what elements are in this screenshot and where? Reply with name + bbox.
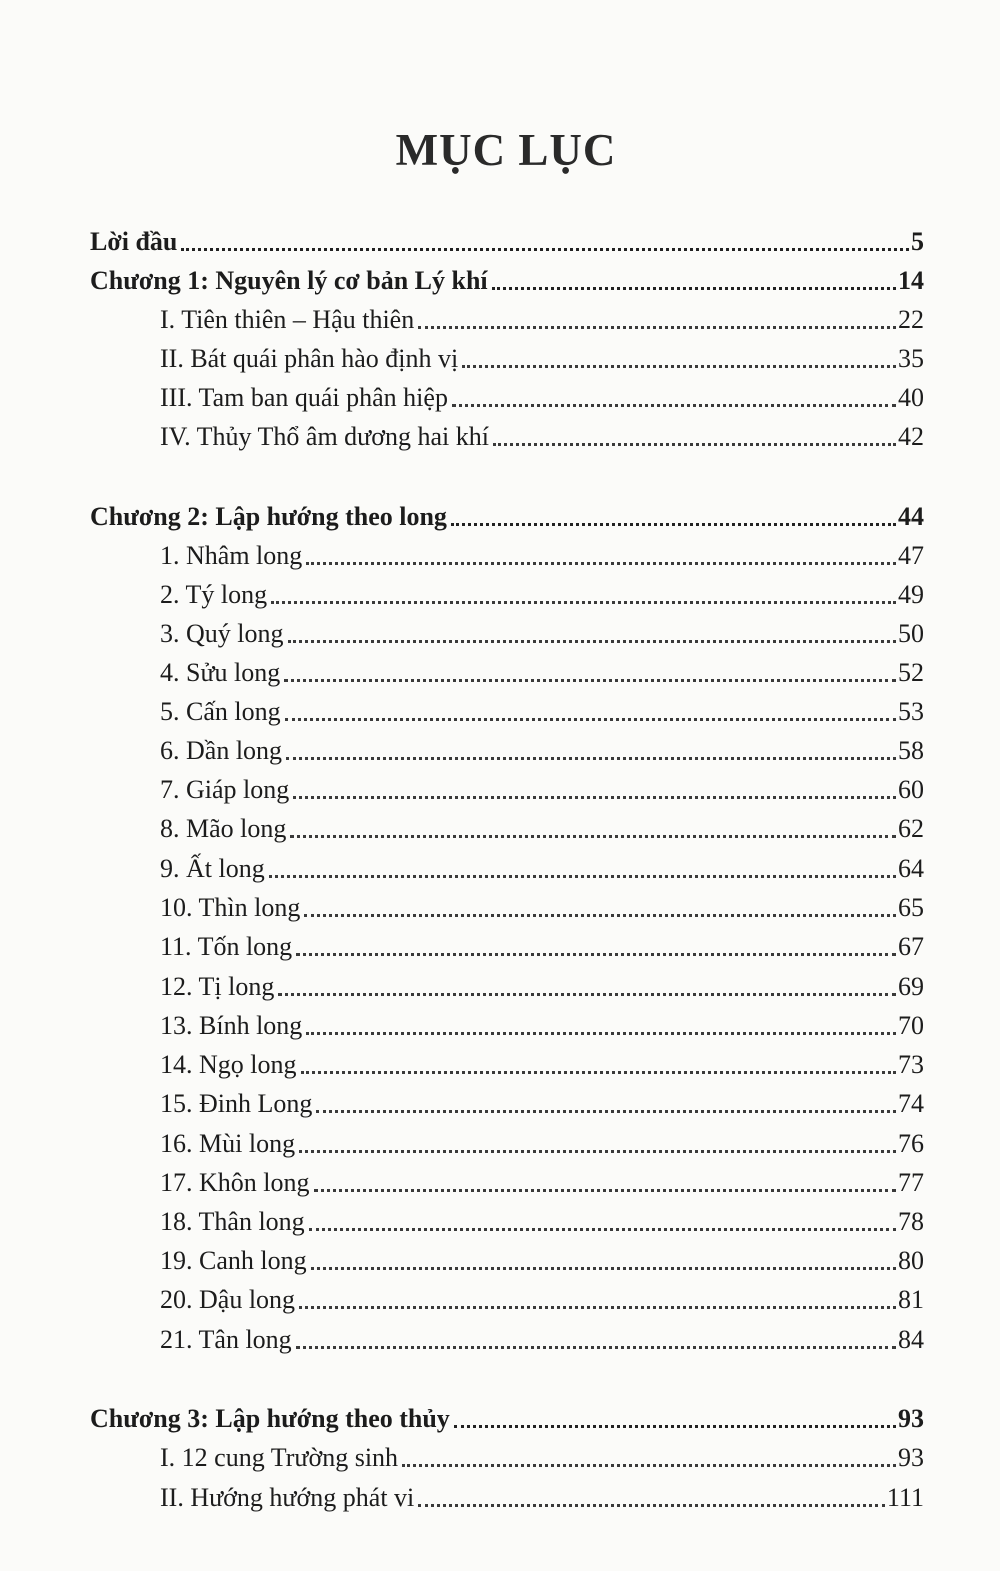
toc-page-number: 14 [898, 266, 924, 295]
toc-page-number: 62 [898, 814, 924, 843]
dot-leader [452, 402, 896, 407]
dot-leader [402, 1462, 896, 1467]
toc-section-entry [160, 1081, 924, 1119]
toc-section-entry [160, 375, 924, 413]
toc-page-number: 64 [898, 854, 924, 883]
toc-page-number: 93 [898, 1443, 924, 1472]
dot-leader [286, 755, 896, 760]
toc-entry-label: 11. Tốn long [160, 932, 293, 961]
toc-entry-label: 5. Cấn long [160, 697, 281, 726]
toc-entry-label: 7. Giáp long [160, 775, 290, 804]
page-title: MỤC LỤC [395, 125, 617, 175]
toc-section-entry [160, 728, 924, 766]
toc-section-entry [160, 964, 924, 1002]
dot-leader [285, 716, 896, 721]
dot-leader [418, 1502, 885, 1507]
toc-entry-label: 10. Thìn long [160, 893, 301, 922]
toc-entry-label: Chương 3: Lập hướng theo thủy [90, 1404, 450, 1433]
toc-page-number: 67 [898, 932, 924, 961]
toc-entry-label: 12. Tị long [160, 972, 275, 1001]
dot-leader [271, 599, 896, 604]
toc-section-entry [160, 767, 924, 805]
toc-entry-label: 19. Canh long [160, 1246, 307, 1275]
dot-leader [290, 833, 896, 838]
dot-leader [284, 677, 896, 682]
dot-leader [316, 1108, 896, 1113]
toc-page-number: 58 [898, 736, 924, 765]
toc-section-entry [160, 924, 924, 962]
dot-leader [492, 285, 896, 290]
toc-page-number: 53 [898, 697, 924, 726]
toc-entry-label: 15. Đinh Long [160, 1089, 313, 1118]
toc-section-entry [160, 806, 924, 844]
toc-page-number: 44 [898, 502, 924, 531]
dot-leader [309, 1226, 896, 1231]
toc-entry-label: Chương 1: Nguyên lý cơ bản Lý khí [90, 266, 488, 295]
toc-section-entry [160, 533, 924, 571]
toc-entry-label: 18. Thân long [160, 1207, 305, 1236]
dot-leader [296, 1344, 896, 1349]
toc-chapter-entry [90, 219, 924, 257]
toc-page-number: 5 [911, 227, 924, 256]
dot-leader [306, 560, 896, 565]
dot-leader [306, 1030, 896, 1035]
toc-section-entry [160, 846, 924, 884]
toc-section-entry [160, 611, 924, 649]
dot-leader [293, 794, 896, 799]
toc-page-number: 50 [898, 619, 924, 648]
dot-leader [278, 991, 896, 996]
toc-page-number: 65 [898, 893, 924, 922]
toc-section-entry [160, 1199, 924, 1237]
toc-page-number: 60 [898, 775, 924, 804]
toc-entry-label: I. Tiên thiên – Hậu thiên [160, 305, 415, 334]
toc-entry-label: 14. Ngọ long [160, 1050, 297, 1079]
toc-section-entry [160, 1435, 924, 1473]
toc-section-entry [160, 1121, 924, 1159]
toc-entry-label: 6. Dần long [160, 736, 283, 765]
toc-page-number: 49 [898, 580, 924, 609]
toc-entry-label: 21. Tân long [160, 1325, 292, 1354]
toc-page-number: 40 [898, 383, 924, 412]
dot-leader [269, 873, 896, 878]
toc-section-entry [160, 1317, 924, 1355]
toc-section-entry [160, 572, 924, 610]
toc-entry-label: 8. Mão long [160, 814, 287, 843]
toc-chapter-entry [90, 1396, 924, 1434]
toc-entry-label: 9. Ất long [160, 854, 265, 883]
toc-section-entry [160, 689, 924, 727]
toc-page-number: 73 [898, 1050, 924, 1079]
toc-entry-label: Lời đầu [90, 227, 178, 256]
dot-leader [418, 324, 896, 329]
toc-entry-label: 13. Bính long [160, 1011, 303, 1040]
toc-section-entry [160, 1277, 924, 1315]
toc-page-number: 76 [898, 1129, 924, 1158]
toc-section-entry [160, 297, 924, 335]
dot-leader [462, 363, 896, 368]
toc-entry-label: 20. Dậu long [160, 1285, 296, 1314]
toc-page-number: 69 [898, 972, 924, 1001]
dot-leader [304, 912, 896, 917]
dot-leader [299, 1148, 896, 1153]
toc-entry-label: 1. Nhâm long [160, 541, 303, 570]
toc-page-number: 77 [898, 1168, 924, 1197]
toc-page-number: 74 [898, 1089, 924, 1118]
toc-page-number: 22 [898, 305, 924, 334]
toc-entry-label: I. 12 cung Trường sinh [160, 1443, 399, 1472]
toc-section-entry [160, 1475, 924, 1513]
toc-section-entry [160, 885, 924, 923]
toc-section-entry [160, 1160, 924, 1198]
toc-page-number: 93 [898, 1404, 924, 1433]
dot-leader [451, 521, 896, 526]
toc-section-entry [160, 1238, 924, 1276]
toc-entry-label: 17. Khôn long [160, 1168, 310, 1197]
toc-entry-label: 2. Tý long [160, 580, 268, 609]
dot-leader [301, 1069, 897, 1074]
toc-section-entry [160, 1003, 924, 1041]
dot-leader [314, 1187, 897, 1192]
dot-leader [288, 638, 897, 643]
dot-leader [296, 951, 896, 956]
toc-page-number: 52 [898, 658, 924, 687]
toc-entry-label: 16. Mùi long [160, 1129, 296, 1158]
toc-section-entry [160, 650, 924, 688]
toc-page-number: 78 [898, 1207, 924, 1236]
toc-page-number: 80 [898, 1246, 924, 1275]
toc-entry-label: 3. Quý long [160, 619, 284, 648]
toc-page-number: 47 [898, 541, 924, 570]
dot-leader [493, 441, 896, 446]
dot-leader [299, 1304, 896, 1309]
toc-entry-label: II. Bát quái phân hào định vị [160, 344, 459, 373]
toc-entry-label: IV. Thủy Thổ âm dương hai khí [160, 422, 489, 451]
toc-page-number: 81 [898, 1285, 924, 1314]
toc-section-entry [160, 336, 924, 374]
dot-leader [454, 1423, 896, 1428]
toc-page-number: 42 [898, 422, 924, 451]
toc-chapter-entry [90, 494, 924, 532]
toc-entry-label: III. Tam ban quái phân hiệp [160, 383, 448, 412]
dot-leader [311, 1265, 896, 1270]
toc-chapter-entry [90, 258, 924, 296]
toc-page-number: 70 [898, 1011, 924, 1040]
dot-leader [181, 246, 909, 251]
toc-page-number: 111 [886, 1483, 924, 1512]
toc-section-entry [160, 414, 924, 452]
toc-entry-label: II. Hướng hướng phát vi [160, 1483, 415, 1512]
toc-section-entry [160, 1042, 924, 1080]
toc-page-number: 84 [898, 1325, 924, 1354]
toc-entry-label: 4. Sửu long [160, 658, 281, 687]
toc-entry-label: Chương 2: Lập hướng theo long [90, 502, 447, 531]
toc-page-number: 35 [898, 344, 924, 373]
